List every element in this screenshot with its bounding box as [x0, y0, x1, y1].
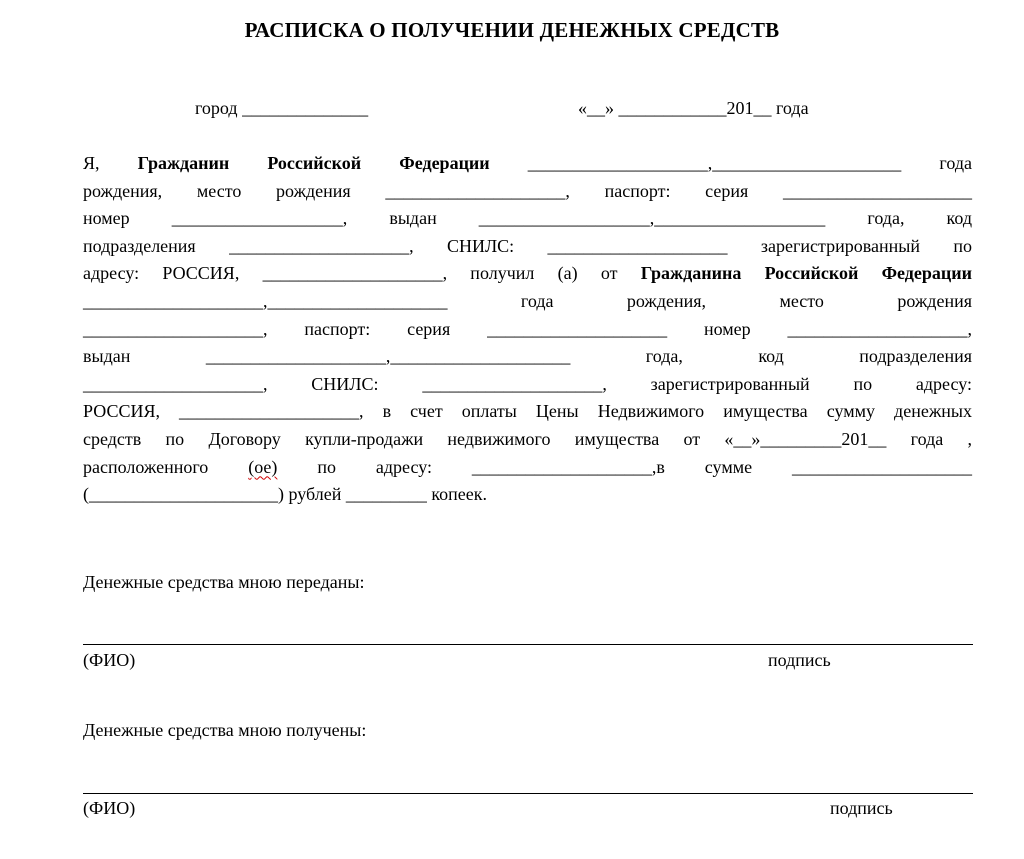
body-text-fragment: средств по Договору купли-продажи недвижимого имущества от «__»_________201__ года , — [83, 428, 972, 449]
bold-party-label: Гражданина Российской Федерации — [640, 263, 973, 284]
document-title: РАСПИСКА О ПОЛУЧЕНИИ ДЕНЕЖНЫХ СРЕДСТВ — [244, 18, 780, 42]
body-line — [83, 398, 972, 426]
date-field: «__» ____________201__ года — [578, 98, 809, 118]
body-text-fragment: (_____________________) рублей _________ копеек. — [83, 484, 488, 505]
body-text-fragment: номер ___________________, выдан ___________________,___________________ года, код — [83, 208, 972, 229]
body-text-fragment: ____________________,____________________ года рождения, место рождения — [83, 290, 972, 311]
body-text-fragment: Я, — [83, 153, 138, 173]
body-line — [83, 343, 972, 371]
body-text-fragment: ____________________, паспорт: серия ____________________ номер ____________________, — [83, 318, 972, 339]
body-line — [83, 454, 972, 482]
body-text-fragment: подразделения ____________________, СНИЛС: ____________________ зарегистрированный по — [83, 235, 972, 256]
body-text-fragment: расположенного — [83, 456, 249, 477]
body-text-fragment: адресу: РОССИЯ, ____________________, получил (а) от — [83, 263, 641, 284]
body-line — [83, 426, 972, 454]
body-text-fragment: ____________________,_____________________ года — [489, 153, 972, 173]
body-line — [83, 205, 972, 233]
body-line — [83, 316, 972, 344]
bold-party-label: Гражданин Российской Федерации — [137, 153, 490, 173]
city-field: город ______________ — [195, 98, 369, 118]
body-line — [83, 481, 972, 509]
body-line — [83, 371, 972, 399]
transfer-signature-line — [83, 644, 973, 645]
body-line — [83, 150, 972, 178]
receipt-label: Денежные средства мною получены: — [83, 720, 367, 740]
transfer-signature-label: подпись — [768, 650, 831, 670]
receipt-signature-line — [83, 793, 973, 794]
receipt-signature-label: подпись — [830, 798, 893, 818]
transfer-fio-label: (ФИО) — [83, 650, 136, 670]
body-line — [83, 288, 972, 316]
spellcheck-word: (ое) — [248, 456, 278, 477]
body-text-fragment: по адресу: ____________________,в сумме ____________________ — [277, 456, 972, 477]
body-text-fragment: РОССИЯ, ____________________, в счет оплаты Цены Недвижимого имущества сумму денежных — [83, 401, 972, 422]
body-line — [83, 178, 972, 206]
body-text-fragment: ____________________, СНИЛС: ____________________, зарегистрированный по адресу: — [83, 373, 972, 394]
body-line — [83, 233, 972, 261]
body-text-fragment: выдан ____________________,____________________ года, код подразделения — [83, 346, 972, 367]
body-text-fragment: рождения, место рождения ____________________, паспорт: серия _____________________ — [83, 180, 972, 201]
transfer-label: Денежные средства мною переданы: — [83, 572, 365, 592]
body-line — [83, 260, 972, 288]
receipt-fio-label: (ФИО) — [83, 798, 136, 818]
receipt-body — [83, 150, 972, 509]
